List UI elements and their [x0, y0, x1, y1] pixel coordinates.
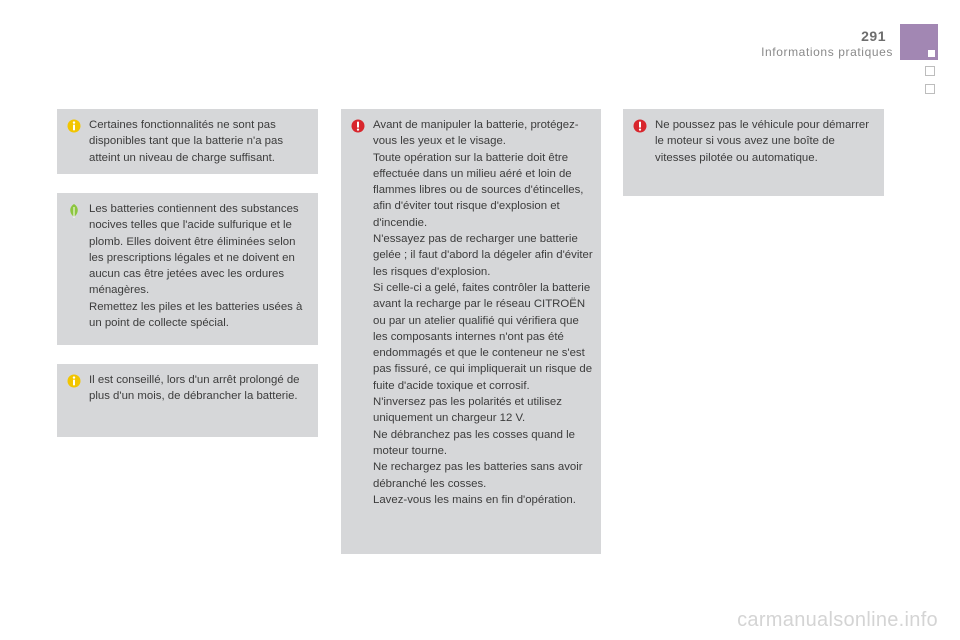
warning-note-push-start	[623, 109, 884, 196]
section-tab	[900, 24, 938, 60]
note-text: Il est conseillé, lors d'un arrêt prolongé de plus d'un mois, de débrancher la batterie.	[89, 374, 300, 403]
info-note-disconnect-battery	[57, 364, 318, 437]
warning-icon	[633, 119, 647, 133]
note-text: Certaines fonctionnalités ne sont pas disponibles tant que la batterie n'a pas atteint un niveau de charge suffisant.	[89, 119, 284, 164]
eco-leaf-icon	[67, 203, 81, 217]
warning-icon	[351, 119, 365, 133]
page-number: 291	[861, 28, 886, 44]
warning-note-battery-handling	[341, 109, 601, 554]
note-text: Les batteries contiennent des substances nocives telles que l'acide sulfurique et le plomb. Elles doivent être éliminées selon les prescriptions légales et ne doivent en aucun cas être jetées avec les ordures ménagères. Remettez les piles et les batteries usées à un point de collecte spécial.	[89, 203, 303, 330]
watermark: carmanualsonline.info	[737, 609, 938, 631]
note-text: Ne poussez pas le véhicule pour démarrer le moteur si vous avez une boîte de vitesses pilotée ou automatique.	[655, 119, 870, 164]
info-icon	[67, 374, 81, 388]
note-text: Avant de manipuler la batterie, protégez-vous les yeux et le visage. Toute opération sur la batterie doit être effectuée dans un milieu aéré et loin de flammes libres ou de sources d'étincelles, afin d'éviter tout risque d'explosion et d'incendie. N'essayez pas de recharger une batterie gelée ; il faut d'abord la dégeler afin d'éviter les risques d'explosion. Si celle-ci a gelé, faites contrôler la batterie avant la recharge par le réseau CITROËN ou par un atelier qualifié qui vérifiera que les composants internes n'ont pas été endommagés et que le conteneur ne s'est pas fissuré, ce qui impliquerait un risque de fuite d'acide toxique et corrosif. N'inversez pas les polarités et utilisez uniquement un chargeur 12 V. Ne débranchez pas les cosses quand le moteur tourne. Ne rechargez pas les batteries sans avoir débranché les cosses. Lavez-vous les mains en fin d'opération.	[373, 119, 593, 506]
tab-marker	[928, 50, 935, 57]
info-note-charge-level	[57, 109, 318, 174]
eco-note-battery-disposal	[57, 193, 318, 345]
nav-box-2[interactable]	[925, 84, 935, 94]
nav-box-1[interactable]	[925, 66, 935, 76]
section-title: Informations pratiques	[761, 45, 893, 59]
info-icon	[67, 119, 81, 133]
